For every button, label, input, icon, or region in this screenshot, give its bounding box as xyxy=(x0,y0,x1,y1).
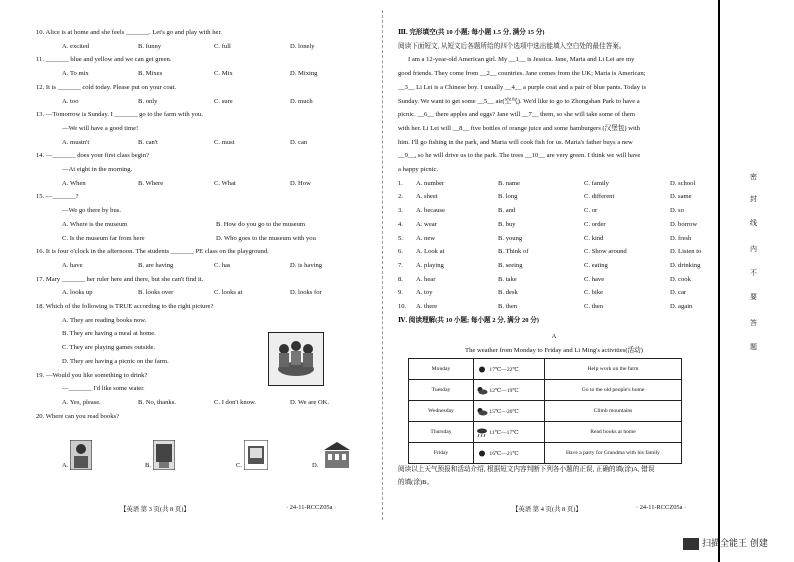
option[interactable]: C. They are playing games outside. xyxy=(62,344,156,352)
option[interactable]: B. seeing xyxy=(498,261,523,269)
option-label: B. xyxy=(145,462,152,469)
options-11 xyxy=(36,67,366,81)
option[interactable]: C. Mix xyxy=(214,70,233,78)
question-15-line2: —We go there by bus. xyxy=(62,207,121,215)
question-16: 16. It is four o'clock in the afternoon. The students _______ PE class on the playground. xyxy=(36,248,269,256)
weather-table-title: The weather from Monday to Friday and Li Ming's activities(活动) xyxy=(465,347,643,354)
option[interactable]: C. What xyxy=(214,179,236,187)
sun-icon xyxy=(476,449,488,458)
option[interactable]: C. must xyxy=(214,138,235,146)
question-18: 18. Which of the following is TRUE according to the right picture? xyxy=(36,303,214,311)
scanner-watermark xyxy=(683,536,768,550)
option[interactable]: A. looks up xyxy=(62,289,93,297)
cloze-row: 3. A. because B. and C. or D. so xyxy=(398,204,710,218)
option[interactable]: B. Where xyxy=(138,179,164,187)
option-label: A. xyxy=(62,462,69,469)
option[interactable]: C. looks at xyxy=(214,289,243,297)
option[interactable]: A. sheet xyxy=(416,193,438,201)
option[interactable]: C. or xyxy=(584,207,598,215)
option[interactable]: C. sure xyxy=(214,97,233,105)
option[interactable]: A. there xyxy=(416,303,438,311)
option[interactable]: D. is having xyxy=(290,261,323,269)
cloze-row: 6. A. Look at B. Think of C. Show around D. Listen to xyxy=(398,245,710,259)
option[interactable]: B. Mixes xyxy=(138,70,163,78)
option[interactable]: D. same xyxy=(670,193,692,201)
sun-icon xyxy=(476,365,488,374)
seal-char: 答 xyxy=(750,319,757,327)
seal-char: 要 xyxy=(750,293,757,301)
picnic-picture xyxy=(268,332,324,386)
option[interactable]: A. Look at xyxy=(416,248,445,256)
question-14: 14. —_______ does your first class begin? xyxy=(36,152,149,160)
option[interactable]: D. car xyxy=(670,289,687,297)
weather-cell xyxy=(474,422,545,443)
option[interactable]: A. hear xyxy=(416,275,436,283)
cloze-row: 7. A. playing B. seeing C. eating D. drinking xyxy=(398,259,710,273)
option[interactable]: B. desk xyxy=(498,289,518,297)
seal-char: 不 xyxy=(750,269,757,277)
option[interactable]: A. They are reading books now. xyxy=(62,316,147,324)
option[interactable]: C. eating xyxy=(584,261,608,269)
cloze-row: 1. A. number B. name C. family D. school xyxy=(398,177,710,191)
options-15b xyxy=(36,232,366,246)
option[interactable]: D. We are OK. xyxy=(290,398,330,406)
option-label: C. xyxy=(236,462,243,469)
option[interactable]: A. mustn't xyxy=(62,138,90,146)
passage-line: him. I'll go fishing in the park, and Maria will cook fish for us. Maria's father buys a new xyxy=(398,138,633,146)
cloze-passage xyxy=(398,53,710,176)
option[interactable]: C. I don't know. xyxy=(214,398,256,406)
option[interactable]: C. have xyxy=(584,275,605,283)
question-20: 20. Where can you read books? xyxy=(36,412,120,420)
option[interactable]: C. Show around xyxy=(584,248,627,256)
table-row xyxy=(409,422,682,443)
option[interactable]: D. Who goes to the museum with you xyxy=(216,234,316,242)
option[interactable]: D. borrow xyxy=(670,220,698,228)
option[interactable]: B. No, thanks. xyxy=(138,398,176,406)
weather-cell xyxy=(474,443,545,464)
weather-cell xyxy=(474,380,545,401)
day-cell: Wednesday xyxy=(409,401,474,422)
option[interactable]: C. then xyxy=(584,303,604,311)
option[interactable]: B. buy xyxy=(498,220,516,228)
question-19-line2: —_______ I'd like some water. xyxy=(62,385,145,393)
option[interactable]: B. then xyxy=(498,303,518,311)
options-10 xyxy=(36,40,366,54)
option[interactable]: C. different xyxy=(584,193,615,201)
option[interactable]: D. They are having a picnic on the farm. xyxy=(62,357,169,365)
options-13 xyxy=(36,136,366,150)
seal-char: 封 xyxy=(750,195,757,203)
right-column xyxy=(398,26,710,327)
options-12 xyxy=(36,95,366,109)
activity-cell: Have a party for Grandma with his family xyxy=(545,443,682,464)
option[interactable]: B. funny xyxy=(138,42,162,50)
column-divider xyxy=(382,10,383,520)
question-17: 17. Mary _______ her ruler here and there, but she can't find it. xyxy=(36,275,204,283)
table-row xyxy=(409,443,682,464)
question-13-line2: —We will have a good time! xyxy=(62,124,139,132)
option[interactable]: B. are having xyxy=(138,261,174,269)
options-17 xyxy=(36,286,366,300)
cloze-row: 4. A. wear B. buy C. order D. borrow xyxy=(398,218,710,232)
option[interactable]: B. looks over xyxy=(138,289,174,297)
option[interactable]: A. excited xyxy=(62,42,90,50)
options-19 xyxy=(36,396,366,410)
option[interactable]: D. looks for xyxy=(290,289,322,297)
question-14-line2: —At eight in the morning. xyxy=(62,166,133,174)
option[interactable]: D. lonely xyxy=(290,42,315,50)
option[interactable]: B. They are having a meal at home. xyxy=(62,330,156,338)
weather-table xyxy=(408,358,682,464)
option[interactable]: D. How xyxy=(290,179,311,187)
section-3-title: Ⅲ. 完形填空(共 10 小题; 每小题 1.5 分, 满分 15 分) xyxy=(398,29,545,36)
options-16 xyxy=(36,259,366,273)
temp-text: 12℃—19℃ xyxy=(489,387,519,394)
passage-line: __9__, so he will drive us to the park. The trees __10__ are very green. I think we will have xyxy=(398,152,641,160)
option[interactable]: C. has xyxy=(214,261,231,269)
option[interactable]: B. take xyxy=(498,275,517,283)
temp-text: 11℃—17℃ xyxy=(489,429,519,436)
option[interactable]: B. long xyxy=(498,193,518,201)
activity-cell: Read books at home xyxy=(545,422,682,443)
temp-text: 16℃—21℃ xyxy=(489,450,519,457)
option[interactable]: A. Where is the museum xyxy=(62,220,128,228)
passage-line: a happy picnic. xyxy=(398,166,439,174)
rain-icon xyxy=(476,428,488,437)
option[interactable]: A. number xyxy=(416,179,445,187)
passage-line: picnic. __6__ there apples and eggs? Jane will __7__ them, so she will take some of them xyxy=(398,111,635,119)
binding-line xyxy=(718,0,720,562)
option[interactable]: A. new xyxy=(416,234,436,242)
passage-line: Sunday. We want to get some __5__ air(空气). We'd like to go to Zhongshan Park to have a xyxy=(398,97,640,105)
seal-char: 线 xyxy=(750,219,757,227)
option[interactable]: D. Mixing xyxy=(290,70,318,78)
question-13: 13. —Tomorrow is Sunday. I _______ go to the farm with you. xyxy=(36,111,203,119)
day-cell: Friday xyxy=(409,443,474,464)
option[interactable]: D. fresh xyxy=(670,234,692,242)
question-11: 11. _______ blue and yellow and we can get green. xyxy=(36,56,172,64)
seal-char: 题 xyxy=(750,343,757,351)
option[interactable]: A. too xyxy=(62,97,79,105)
temp-text: 17℃—22℃ xyxy=(489,366,519,373)
passage-line: __3__ Li Lei is a Chinese boy. I usually __4__ a purple coat and a pair of blue pants. Today is xyxy=(398,83,647,91)
option[interactable]: B. How do you go to the museum xyxy=(216,220,306,228)
option[interactable]: B. only xyxy=(138,97,158,105)
instruction-line: 的填(涂)B。 xyxy=(398,479,434,486)
section-3-instructions: 阅读下面短文, 从短文后各题所给的四个选项中选出能填入空白处的最佳答案。 xyxy=(398,42,626,50)
cloze-row: 5. A. new B. young C. kind D. fresh xyxy=(398,232,710,246)
table-row xyxy=(409,359,682,380)
option[interactable]: C. full xyxy=(214,42,231,50)
question-12: 12. It is _______ cold today. Please put on your coat. xyxy=(36,83,177,91)
footer-right-code: · 24-11-RCCZ05a · xyxy=(636,504,687,511)
passage-line: with her. Li Lei will __8__ five bottles of orange juice and some hamburgers (汉堡包) with xyxy=(398,124,640,132)
option[interactable]: B. Think of xyxy=(498,248,529,256)
footer-left-code: · 24-11-RCCZ05a · xyxy=(286,504,337,511)
option[interactable]: A. playing xyxy=(416,261,444,269)
option[interactable]: A. wear xyxy=(416,220,437,228)
activity-cell: Climb mountains xyxy=(545,401,682,422)
option[interactable]: D. again xyxy=(670,303,693,311)
option[interactable]: D. school xyxy=(670,179,696,187)
footer-left-page: 【英语 第 3 页(共 8 页)】 xyxy=(120,506,190,513)
activity-cell: Help work on the farm xyxy=(545,359,682,380)
cloze-row: 9. A. toy B. desk C. bike D. car xyxy=(398,286,710,300)
options-14 xyxy=(36,177,366,191)
footer-right-page: 【英语 第 4 页(共 8 页)】 xyxy=(512,506,582,513)
cloze-row: 8. A. hear B. take C. have D. cook xyxy=(398,273,710,287)
part-a-label: A xyxy=(551,333,557,340)
option[interactable]: D. can xyxy=(290,138,308,146)
option[interactable]: B. name xyxy=(498,179,520,187)
question-15: 15. —_______? xyxy=(36,193,79,201)
option[interactable]: D. Listen to xyxy=(670,248,702,256)
cloze-options xyxy=(398,177,710,314)
day-cell: Tuesday xyxy=(409,380,474,401)
activity-cell: Go to the old people's home xyxy=(545,380,682,401)
seal-char: 内 xyxy=(750,245,757,253)
option[interactable]: A. When xyxy=(62,179,86,187)
cloud-sun-icon xyxy=(476,407,488,416)
option[interactable]: C. kind xyxy=(584,234,604,242)
option[interactable]: D. cook xyxy=(670,275,691,283)
table-row xyxy=(409,380,682,401)
option[interactable]: B. young xyxy=(498,234,523,242)
cloud-sun-icon xyxy=(476,386,488,395)
option[interactable]: A. have xyxy=(62,261,83,269)
section-4-title: Ⅳ. 阅读理解(共 10 小题; 每小题 2 分, 满分 20 分) xyxy=(398,316,539,324)
weather-cell xyxy=(474,359,545,380)
passage-line: I am a 12-year-old American girl. My __1__ is Jessica. Jane, Maria and Li Lei are my xyxy=(408,56,635,64)
seal-char: 密 xyxy=(750,173,757,181)
option[interactable]: D. drinking xyxy=(670,261,701,269)
table-row xyxy=(409,401,682,422)
temp-text: 15℃—20℃ xyxy=(489,408,519,415)
option[interactable]: A. Yes, please. xyxy=(62,398,101,406)
option[interactable]: B. can't xyxy=(138,138,158,146)
scanner-logo-icon xyxy=(683,538,699,550)
day-cell: Monday xyxy=(409,359,474,380)
option[interactable]: C. Is the museum far from here xyxy=(62,234,145,242)
option[interactable]: C. order xyxy=(584,220,606,228)
option[interactable]: B. and xyxy=(498,207,516,215)
instruction-line: 阅读以上天气预报和活动介绍, 根据短文内容判断下列各小题的正误, 正确的填(涂)A, 错误 xyxy=(398,466,655,473)
question-10: 10. Alice is at home and she feels _______. Let's go and play with her. xyxy=(36,29,222,36)
reading-instructions xyxy=(398,463,654,489)
option[interactable]: C. family xyxy=(584,179,609,187)
option[interactable]: A. toy xyxy=(416,289,433,297)
option[interactable]: A. To mix xyxy=(62,70,89,78)
option[interactable]: D. much xyxy=(290,97,313,105)
watermark-text: 扫描全能王 创建 xyxy=(702,539,768,549)
option[interactable]: C. bike xyxy=(584,289,604,297)
cloze-row: 10. A. there B. then C. then D. again xyxy=(398,300,710,314)
weather-cell xyxy=(474,401,545,422)
option-label: D. xyxy=(312,462,319,469)
question-19: 19. —Would you like something to drink? xyxy=(36,371,148,379)
option[interactable]: A. because xyxy=(416,207,445,215)
day-cell: Thursday xyxy=(409,422,474,443)
option[interactable]: D. so xyxy=(670,207,684,215)
passage-line: good friends. They come from __2__ countries. Jane comes from the UK; Maria is American; xyxy=(398,70,646,78)
cloze-row: 2. A. sheet B. long C. different D. same xyxy=(398,190,710,204)
options-15a xyxy=(36,218,366,232)
